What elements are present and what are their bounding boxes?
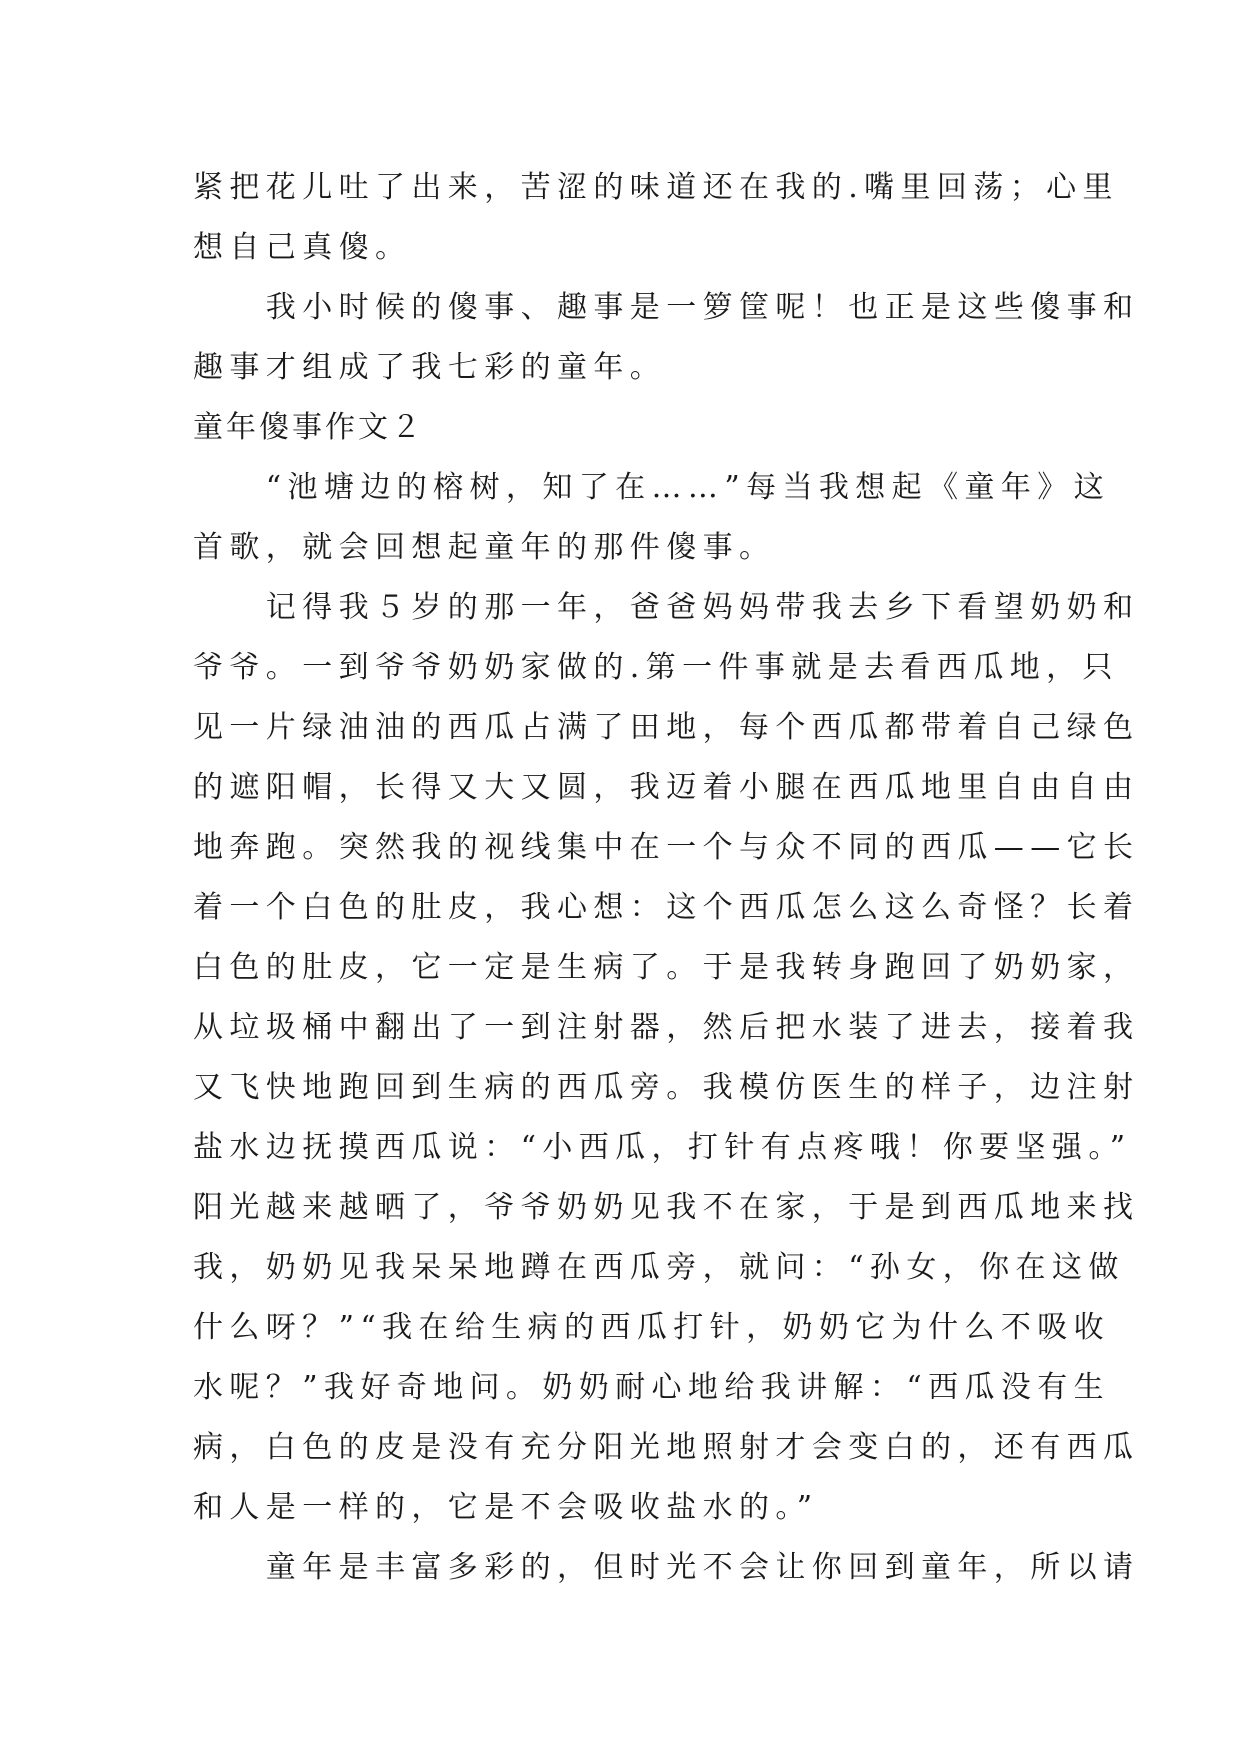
text-line: 从垃圾桶中翻出了一到注射器，然后把水装了进去，接着我 [193, 1010, 1140, 1045]
text-line: 我小时候的傻事、趣事是一箩筐呢！也正是这些傻事和 [193, 290, 1140, 325]
text-line: 首歌，就会回想起童年的那件傻事。 [193, 530, 776, 565]
text-line: 和人是一样的，它是不会吸收盐水的。” [193, 1490, 819, 1525]
text-line: 水呢？”我好奇地问。奶奶耐心地给我讲解：“西瓜没有生 [193, 1370, 1111, 1405]
text-line: “池塘边的榕树，知了在……”每当我想起《童年》这 [193, 470, 1111, 505]
text-line: 见一片绿油油的西瓜占满了田地，每个西瓜都带着自己绿色 [193, 710, 1140, 745]
text-line: 记得我５岁的那一年，爸爸妈妈带我去乡下看望奶奶和 [193, 590, 1140, 625]
text-line: 又飞快地跑回到生病的西瓜旁。我模仿医生的样子，边注射 [193, 1070, 1140, 1105]
text-line: 阳光越来越晒了，爷爷奶奶见我不在家，于是到西瓜地来找 [193, 1190, 1140, 1225]
text-line: 紧把花儿吐了出来，苦涩的味道还在我的.嘴里回荡；心里 [193, 170, 1119, 205]
text-line: 趣事才组成了我七彩的童年。 [193, 350, 667, 385]
text-line: 地奔跑。突然我的视线集中在一个与众不同的西瓜——它长 [193, 830, 1140, 865]
text-line: 白色的肚皮，它一定是生病了。于是我转身跑回了奶奶家， [193, 950, 1140, 985]
text-line: 童年是丰富多彩的，但时光不会让你回到童年，所以请 [193, 1550, 1140, 1585]
text-line: 爷爷。一到爷爷奶奶家做的.第一件事就是去看西瓜地，只 [193, 650, 1119, 685]
essay-text [193, 158, 1140, 1598]
text-line: 什么呀？”“我在给生病的西瓜打针，奶奶它为什么不吸收 [193, 1310, 1111, 1345]
text-line: 的遮阳帽，长得又大又圆，我迈着小腿在西瓜地里自由自由 [193, 770, 1140, 805]
text-line: 病，白色的皮是没有充分阳光地照射才会变白的，还有西瓜 [193, 1430, 1140, 1465]
text-line: 想自己真傻。 [193, 230, 412, 265]
text-line: 我，奶奶见我呆呆地蹲在西瓜旁，就问：“孙女，你在这做 [193, 1250, 1125, 1285]
essay-heading: 童年傻事作文２ [193, 410, 424, 445]
text-line: 着一个白色的肚皮，我心想：这个西瓜怎么这么奇怪？长着 [193, 890, 1140, 925]
text-line: 盐水边抚摸西瓜说：“小西瓜，打针有点疼哦！你要坚强。” [193, 1130, 1132, 1165]
